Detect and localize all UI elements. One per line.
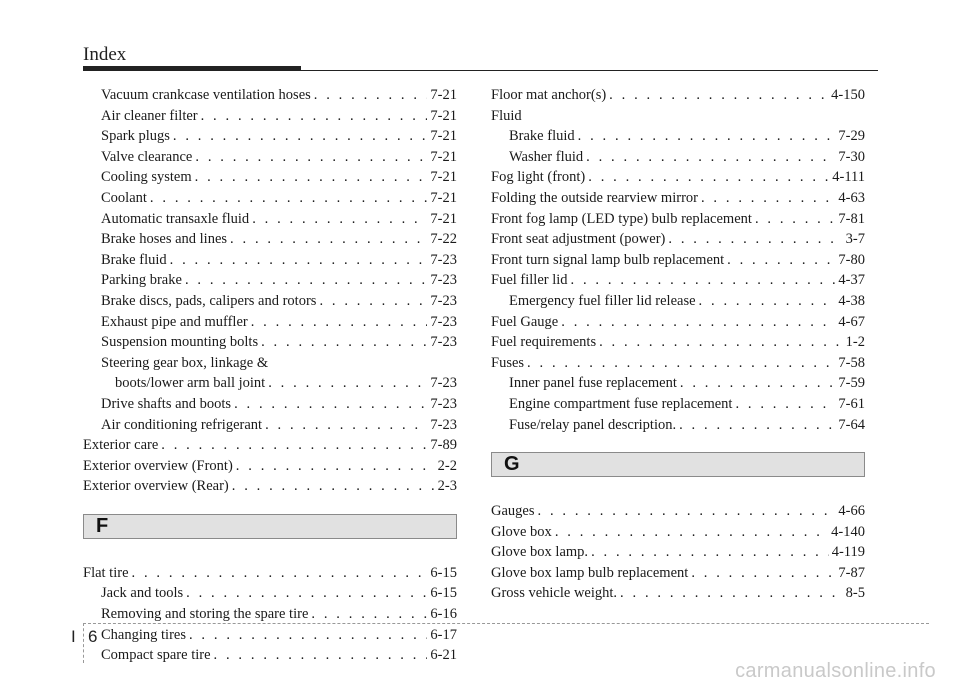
dot-leader xyxy=(701,188,835,209)
footer-section-letter: I xyxy=(71,627,76,646)
index-entry xyxy=(491,188,865,209)
page-title: Index xyxy=(83,44,127,65)
dot-leader xyxy=(201,106,428,127)
index-entry-page: 7-22 xyxy=(430,231,457,248)
index-entry xyxy=(491,542,865,563)
footer-page-number: 6 xyxy=(88,627,98,646)
index-entry-page: 6-17 xyxy=(430,626,457,643)
index-entry-label: Gauges xyxy=(491,503,535,520)
index-entry-page: 4-140 xyxy=(831,523,865,540)
index-entry-page: 7-58 xyxy=(838,354,865,371)
index-entry xyxy=(83,415,457,436)
footer-rule xyxy=(83,623,929,624)
index-entry-page: 4-111 xyxy=(832,169,865,186)
index-entry-page: 6-16 xyxy=(430,606,457,623)
index-entry-page: 7-23 xyxy=(430,272,457,289)
index-entry-label: boots/lower arm ball joint xyxy=(115,375,266,392)
index-entry xyxy=(83,312,457,333)
dot-leader xyxy=(265,415,427,436)
index-entry-label: Washer fluid xyxy=(509,148,584,165)
index-entry-page: 7-64 xyxy=(838,416,865,433)
dot-leader xyxy=(527,353,835,374)
index-entry-label: Front seat adjustment (power) xyxy=(491,231,666,248)
index-entry-page: 7-80 xyxy=(838,251,865,268)
index-entry xyxy=(83,291,457,312)
index-entry xyxy=(491,501,865,522)
dot-leader xyxy=(586,147,835,168)
index-entry-label: Compact spare tire xyxy=(101,647,211,664)
index-entry-page: 6-21 xyxy=(430,647,457,664)
index-entry xyxy=(491,167,865,188)
index-entry-page: 7-21 xyxy=(430,107,457,124)
index-entry-label: Exterior care xyxy=(83,437,159,454)
index-entry xyxy=(491,563,865,584)
index-entry-label: Emergency fuel filler lid release xyxy=(509,292,696,309)
index-entry-label: Exhaust pipe and muffler xyxy=(101,313,248,330)
dot-leader xyxy=(609,85,828,106)
index-entry-label: Valve clearance xyxy=(101,148,193,165)
index-entry-page: 7-23 xyxy=(430,395,457,412)
index-entry xyxy=(83,435,457,456)
index-entry-page: 4-150 xyxy=(831,87,865,103)
dot-leader xyxy=(311,604,427,625)
index-entry-label: Jack and tools xyxy=(101,585,184,602)
index-entry xyxy=(83,332,457,353)
index-entry xyxy=(491,583,865,604)
index-entry-page: 7-23 xyxy=(430,313,457,330)
dot-leader xyxy=(588,167,829,188)
index-entry-page: 1-2 xyxy=(845,334,865,351)
index-entry-label: Inner panel fuse replacement xyxy=(509,375,677,392)
index-entry xyxy=(83,106,457,127)
index-entry-label: Glove box lamp bulb replacement xyxy=(491,564,689,581)
index-entry-label: Removing and storing the spare tire xyxy=(101,606,309,623)
index-entry-label: Fuel requirements xyxy=(491,334,597,351)
index-entry-label: Fog light (front) xyxy=(491,169,586,186)
dot-leader xyxy=(185,270,427,291)
index-entry-label: Front fog lamp (LED type) bulb replacement xyxy=(491,210,752,227)
index-entry-page: 7-87 xyxy=(838,564,865,581)
index-entry-label: Changing tires xyxy=(101,626,186,643)
dot-leader xyxy=(150,188,427,209)
index-entry-page: 7-21 xyxy=(430,128,457,145)
section-header-g: G xyxy=(491,452,865,477)
index-list xyxy=(83,563,457,666)
dot-leader xyxy=(195,147,427,168)
dot-leader xyxy=(680,373,836,394)
index-entry-label: Parking brake xyxy=(101,272,182,289)
dot-leader xyxy=(189,625,427,646)
index-entry-label: Fuses xyxy=(491,354,525,371)
index-entry xyxy=(83,456,457,477)
index-entry xyxy=(491,147,865,168)
index-entry-label: Automatic transaxle fluid xyxy=(101,210,250,227)
index-entry-label: Engine compartment fuse replacement xyxy=(509,395,733,412)
dot-leader xyxy=(571,270,836,291)
index-entry-label: Drive shafts and boots xyxy=(101,395,232,412)
section-header-f: F xyxy=(83,514,457,539)
dot-leader xyxy=(691,563,835,584)
index-entry-label: Front turn signal lamp bulb replacement xyxy=(491,251,725,268)
index-entry-page: 7-21 xyxy=(430,169,457,186)
index-list xyxy=(491,501,865,604)
index-entry-label: Exterior overview (Front) xyxy=(83,457,233,474)
index-entry-page: 4-67 xyxy=(838,313,865,330)
index-entry xyxy=(83,373,457,394)
index-entry-page: 4-37 xyxy=(838,272,865,289)
index-entry-page: 4-63 xyxy=(838,189,865,206)
index-list xyxy=(83,85,457,497)
index-entry-label: Brake discs, pads, calipers and rotors xyxy=(101,292,317,309)
dot-leader xyxy=(234,394,427,415)
index-entry xyxy=(83,147,457,168)
index-entry xyxy=(83,583,457,604)
dot-leader xyxy=(230,229,427,250)
index-entry-page: 7-81 xyxy=(838,210,865,227)
dot-leader xyxy=(679,415,835,436)
index-entry-label: Fuel Gauge xyxy=(491,313,559,330)
index-entry-page: 7-29 xyxy=(838,128,865,145)
index-entry-label: Fuel filler lid xyxy=(491,272,568,289)
index-entry-page: 6-15 xyxy=(430,585,457,602)
index-entry-page: 7-23 xyxy=(430,251,457,268)
dot-leader xyxy=(252,209,427,230)
index-entry xyxy=(83,353,457,374)
index-entry xyxy=(491,332,865,353)
index-entry xyxy=(83,476,457,497)
dot-leader xyxy=(251,312,428,333)
index-entry xyxy=(83,250,457,271)
index-entry-page: 7-61 xyxy=(838,395,865,412)
dot-leader xyxy=(620,583,843,604)
index-entry-page: 7-21 xyxy=(430,87,457,103)
index-entry xyxy=(83,394,457,415)
index-entry-label: Suspension mounting bolts xyxy=(101,334,259,351)
index-entry xyxy=(491,522,865,543)
index-entry xyxy=(83,229,457,250)
index-entry-label: Glove box xyxy=(491,523,552,540)
index-list xyxy=(491,85,865,435)
index-entry xyxy=(491,85,865,106)
dot-leader xyxy=(668,229,842,250)
dot-leader xyxy=(314,85,428,106)
index-entry-page: 7-21 xyxy=(430,148,457,165)
header-rule xyxy=(83,70,878,71)
index-entry xyxy=(83,563,457,584)
dot-leader xyxy=(755,209,835,230)
index-entry-label: Cooling system xyxy=(101,169,192,186)
dot-leader xyxy=(735,394,835,415)
dot-leader xyxy=(261,332,427,353)
index-entry xyxy=(83,270,457,291)
index-entry xyxy=(491,291,865,312)
index-entry-page: 7-23 xyxy=(430,334,457,351)
dot-leader xyxy=(561,312,835,333)
index-entry-label: Glove box lamp. xyxy=(491,544,589,561)
index-entry-page: 4-119 xyxy=(831,544,865,561)
index-entry xyxy=(83,188,457,209)
index-entry xyxy=(491,229,865,250)
index-entry-page: 7-23 xyxy=(430,375,457,392)
index-entry-page: 2-3 xyxy=(437,478,457,495)
index-entry-label: Flat tire xyxy=(83,564,129,581)
watermark-text: carmanualsonline.info xyxy=(735,660,936,682)
index-entry xyxy=(491,312,865,333)
index-entry xyxy=(83,625,457,646)
dot-leader xyxy=(161,435,427,456)
index-entry-label: Gross vehicle weight. xyxy=(491,585,618,602)
index-entry xyxy=(491,126,865,147)
index-entry xyxy=(491,415,865,436)
index-entry-label: Air conditioning refrigerant xyxy=(101,416,263,433)
index-column-right xyxy=(491,85,865,604)
dot-leader xyxy=(599,332,843,353)
index-entry-page: 3-7 xyxy=(845,231,865,248)
index-entry-label: Vacuum crankcase ventilation hoses xyxy=(101,87,311,103)
index-entry-label: Fluid xyxy=(491,107,522,124)
index-entry-label: Fuse/relay panel description. xyxy=(509,416,677,433)
index-column-left xyxy=(83,85,457,666)
index-entry-label: Air cleaner filter xyxy=(101,107,198,124)
index-entry-page: 7-59 xyxy=(838,375,865,392)
index-entry-label: Spark plugs xyxy=(101,128,170,145)
index-entry-label: Brake fluid xyxy=(509,128,575,145)
dot-leader xyxy=(578,126,836,147)
dot-leader xyxy=(591,542,829,563)
dot-leader xyxy=(538,501,836,522)
index-entry-page: 2-2 xyxy=(437,457,457,474)
index-entry-page: 7-21 xyxy=(430,210,457,227)
dot-leader xyxy=(727,250,835,271)
dot-leader xyxy=(319,291,427,312)
dot-leader xyxy=(236,456,435,477)
index-entry xyxy=(491,250,865,271)
index-entry xyxy=(491,270,865,291)
index-entry xyxy=(83,126,457,147)
index-entry-label: Brake hoses and lines xyxy=(101,231,228,248)
dot-leader xyxy=(699,291,836,312)
dot-leader xyxy=(214,645,428,666)
index-entry-page: 4-66 xyxy=(838,503,865,520)
index-entry-label: Folding the outside rearview mirror xyxy=(491,189,698,206)
index-entry xyxy=(491,394,865,415)
index-entry-page: 8-5 xyxy=(845,585,865,602)
index-entry xyxy=(83,167,457,188)
dot-leader xyxy=(132,563,428,584)
index-entry xyxy=(491,106,865,127)
index-entry xyxy=(491,209,865,230)
index-entry xyxy=(83,645,457,666)
index-entry-label: Floor mat anchor(s) xyxy=(491,87,607,103)
index-entry xyxy=(491,353,865,374)
index-entry xyxy=(491,373,865,394)
index-entry-label: Brake fluid xyxy=(101,251,167,268)
dot-leader xyxy=(232,476,435,497)
index-entry xyxy=(83,209,457,230)
footer-divider xyxy=(83,623,84,663)
dot-leader xyxy=(170,250,428,271)
index-entry-page: 6-15 xyxy=(430,564,457,581)
index-entry xyxy=(83,85,457,106)
dot-leader xyxy=(555,522,828,543)
index-entry-page: 7-23 xyxy=(430,292,457,309)
index-entry-page: 7-21 xyxy=(430,189,457,206)
dot-leader xyxy=(195,167,428,188)
index-entry-page: 4-38 xyxy=(838,292,865,309)
index-entry-label: Coolant xyxy=(101,189,147,206)
index-entry-page: 7-30 xyxy=(838,148,865,165)
index-entry xyxy=(83,604,457,625)
dot-leader xyxy=(268,373,427,394)
dot-leader xyxy=(186,583,427,604)
index-entry-page: 7-23 xyxy=(430,416,457,433)
index-entry-label: Steering gear box, linkage & xyxy=(101,354,269,371)
index-entry-page: 7-89 xyxy=(430,437,457,454)
index-entry-label: Exterior overview (Rear) xyxy=(83,478,229,495)
dot-leader xyxy=(173,126,428,147)
